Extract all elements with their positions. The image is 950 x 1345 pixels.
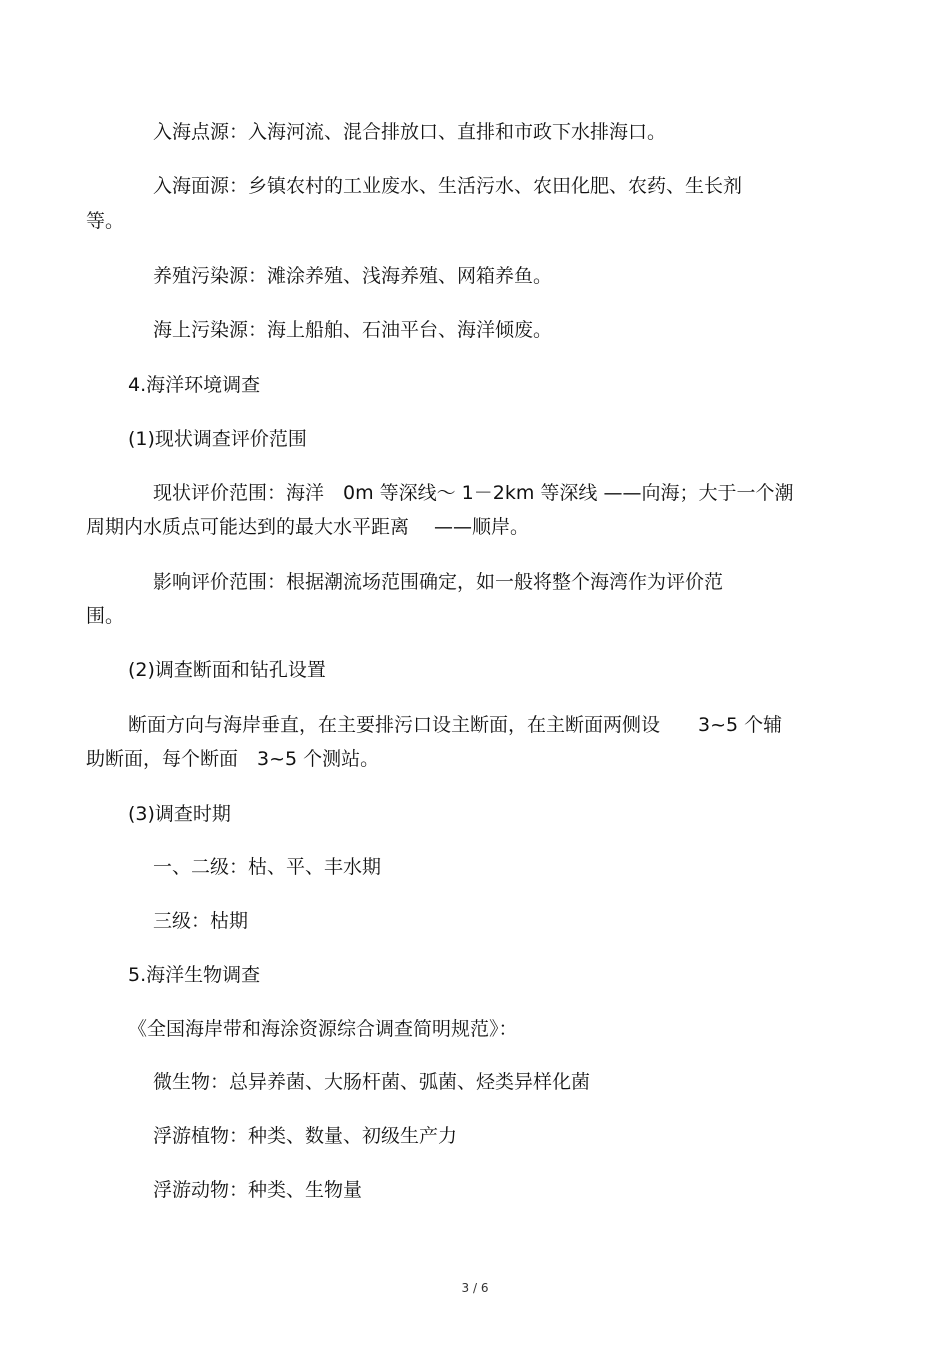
text-line-microbes: 微生物：总异养菌、大肠杆菌、弧菌、烃类异样化菌 — [153, 1071, 591, 1093]
text-line-sections-cont: 助断面，每个断面 3~5 个测站。 — [86, 748, 380, 770]
subheading-2: (2)调查断面和钻孔设置 — [128, 659, 326, 681]
page-number: 3 / 6 — [461, 1281, 489, 1295]
subheading-1: (1)现状调查评价范围 — [128, 428, 307, 450]
text-line-aquaculture: 养殖污染源：滩涂养殖、浅海养殖、网箱养鱼。 — [153, 265, 553, 287]
text-line-point-source: 入海点源：入海河流、混合排放口、直排和市政下水排海口。 — [153, 121, 667, 143]
section-heading-4: 4.海洋环境调查 — [128, 374, 261, 396]
text-line-zooplankton: 浮游动物：种类、生物量 — [153, 1179, 363, 1201]
text-line-level-1-2: 一、二级：枯、平、丰水期 — [153, 856, 382, 878]
text-line-phytoplankton: 浮游植物：种类、数量、初级生产力 — [153, 1125, 458, 1147]
subheading-3: (3)调查时期 — [128, 803, 231, 825]
text-line-offshore: 海上污染源：海上船舶、石油平台、海洋倾废。 — [153, 319, 553, 341]
text-line-area-source: 入海面源：乡镇农村的工业废水、生活污水、农田化肥、农药、生长剂 — [153, 175, 743, 197]
text-line-current-scope-cont: 周期内水质点可能达到的最大水平距离 ——顺岸。 — [86, 516, 530, 538]
text-line-impact-scope: 影响评价范围：根据潮流场范围确定，如一般将整个海湾作为评价范 — [153, 571, 724, 593]
text-line-current-scope: 现状评价范围：海洋 0m 等深线～ 1－2km 等深线 ——向海；大于一个潮 — [153, 482, 794, 504]
text-line-sections: 断面方向与海岸垂直，在主要排污口设主断面，在主断面两侧设 3~5 个辅 — [128, 714, 783, 736]
text-line-specification: 《全国海岸带和海涂资源综合调查简明规范》： — [128, 1018, 518, 1040]
section-heading-5: 5.海洋生物调查 — [128, 964, 261, 986]
text-line-level-3: 三级：枯期 — [153, 910, 249, 932]
text-line-impact-scope-cont: 围。 — [86, 605, 125, 627]
text-line-area-source-cont: 等。 — [86, 210, 125, 232]
